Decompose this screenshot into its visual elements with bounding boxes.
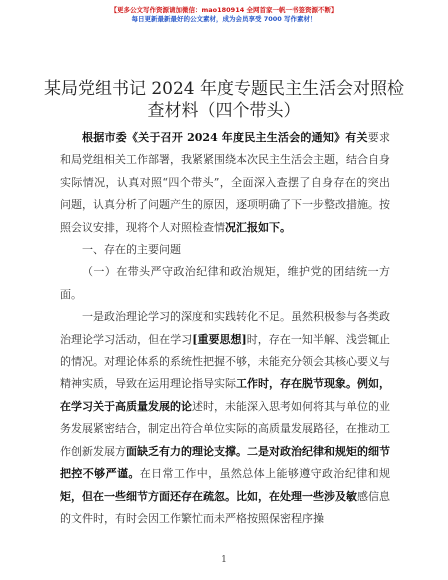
problem-paragraph-1 — [60, 306, 390, 530]
promo-line-2: 每日更新最新最好的公文素材，成为会员享受 7000 写作素材！ — [131, 15, 317, 23]
p1-text-h: 矩，但在一些细节方面还存在疏忽。比如，在处理一些涉及敏 — [60, 489, 357, 503]
p1-text-d: 工作时，存在脱节现象。例如，在学习关于高质量发展的论 — [60, 377, 390, 413]
p1-text-b: [重要思想] — [192, 332, 247, 346]
p1-text-i: 感信息的文件时，有时会因工作繁忙而未严格按照保密程序操 — [60, 489, 390, 525]
p1-text-a: 一是政治理论学习的深度和实践转化不足。虽然积极参与各类政治理论学习活动，但在学习 — [60, 310, 390, 346]
section-heading-1: 一、存在的主要问题 — [82, 243, 181, 257]
p1-text-c: 时，存在一知半解、浅尝辄止的情况。对理论体系的系统性把握不够，未能充分领会其核心要义与精神实质，导致在运用理论指导实际 — [60, 332, 390, 391]
page-number: 1 — [221, 555, 227, 565]
p1-text-f: 面缺乏有力的理论支撑。二是对政治纪律和规矩的细节把控不够严谨。 — [60, 444, 390, 481]
promo-banner — [0, 6, 448, 24]
subsection-heading-1: （一）在带头严守政治纪律和政治规矩，维护党的团结统一方面。 — [60, 265, 390, 301]
intro-body: 要求和局党组相关工作部署，我紧紧围绕本次民主生活会主题，结合自身实际情况，认真对照“四个带头”，全面深入查摆了自身存在的突出问题，认真分析了问题产生的原因，逐项明确了下一步整改措施。按照会议安排，现将个人对照检查情 — [60, 131, 390, 234]
title-line-1: 某局党组书记 2024 年度专题民主生活会对照检 — [43, 79, 405, 99]
promo-line-1: 【更多公文写作资源请加微信：mao180914 全网首家一帆一书签资源不断】 — [110, 6, 338, 14]
title-line-2: 查材料（四个带头） — [147, 101, 301, 121]
p1-text-e: 述时，未能深入思考如何将其与单位的业务发展紧密结合，制定出符合单位实际的高质量发展路径，在推动工作创新发展方 — [60, 399, 390, 458]
p1-text-g: 在日常工作中，虽然总体上能够遵守政治纪律和规 — [139, 467, 390, 481]
document-title — [40, 78, 408, 122]
intro-paragraph — [60, 127, 390, 239]
document-body — [60, 127, 390, 530]
intro-lead: 根据市委《关于召开 2024 年度民主生活会的通知》有关 — [82, 131, 368, 144]
intro-tail: 况汇报如下。 — [225, 220, 291, 234]
